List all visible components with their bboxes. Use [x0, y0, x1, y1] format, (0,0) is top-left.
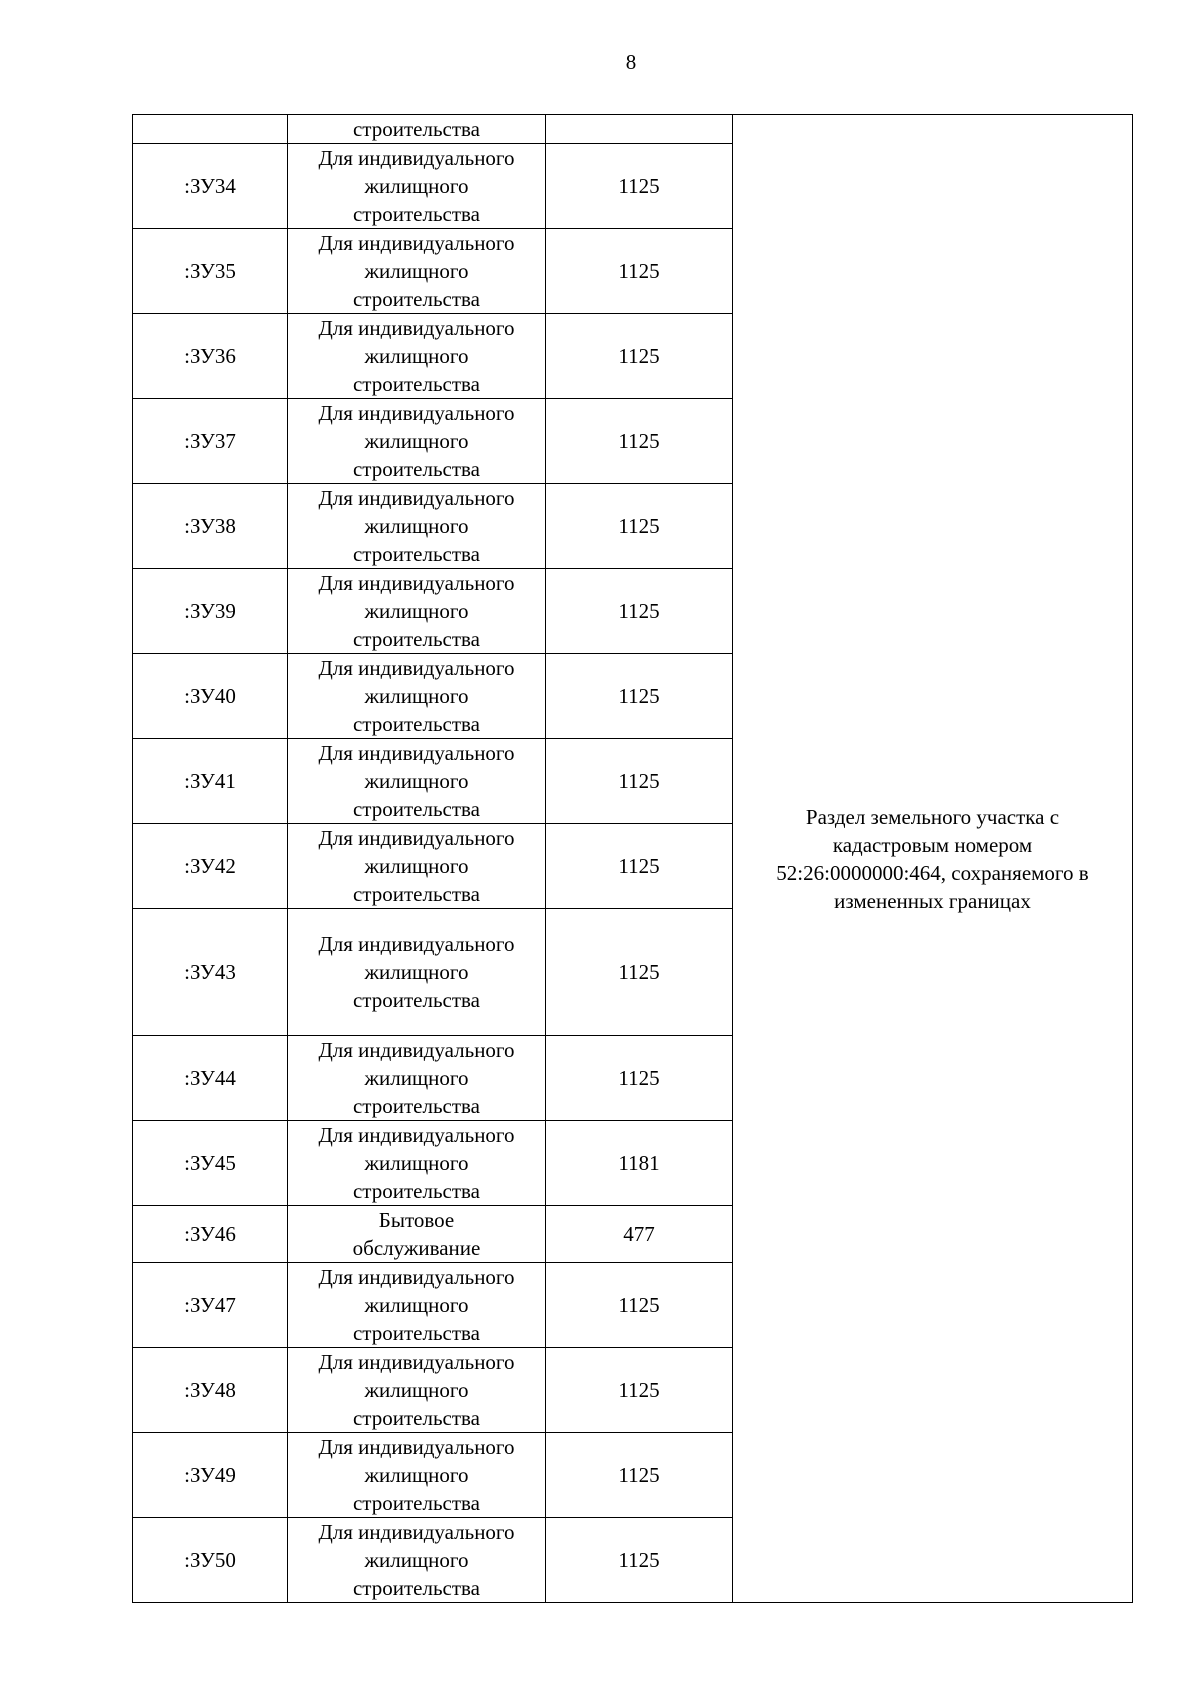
permitted-use-cell: Бытовое обслуживание [288, 1206, 546, 1263]
area-cell: 1125 [546, 909, 733, 1036]
plot-id-cell: :ЗУ35 [133, 229, 288, 314]
area-cell: 1125 [546, 739, 733, 824]
plot-id-cell: :ЗУ47 [133, 1263, 288, 1348]
plot-id-cell [133, 115, 288, 144]
permitted-use-cell: Для индивидуального жилищного строительства [288, 1263, 546, 1348]
plot-id-cell: :ЗУ48 [133, 1348, 288, 1433]
plot-id-cell: :ЗУ39 [133, 569, 288, 654]
permitted-use-cell: Для индивидуального жилищного строительства [288, 654, 546, 739]
area-cell: 1125 [546, 654, 733, 739]
area-cell: 1125 [546, 824, 733, 909]
area-cell: 1125 [546, 569, 733, 654]
plot-id-cell: :ЗУ40 [133, 654, 288, 739]
permitted-use-cell: Для индивидуального жилищного строительства [288, 1036, 546, 1121]
plot-id-cell: :ЗУ34 [133, 144, 288, 229]
plot-id-cell: :ЗУ41 [133, 739, 288, 824]
area-cell: 1125 [546, 144, 733, 229]
permitted-use-cell: Для индивидуального жилищного строительства [288, 909, 546, 1036]
plot-id-cell: :ЗУ50 [133, 1518, 288, 1603]
permitted-use-cell: Для индивидуального жилищного строительства [288, 144, 546, 229]
permitted-use-cell: Для индивидуального жилищного строительства [288, 1433, 546, 1518]
plot-id-cell: :ЗУ46 [133, 1206, 288, 1263]
plot-id-cell: :ЗУ45 [133, 1121, 288, 1206]
plot-id-cell: :ЗУ36 [133, 314, 288, 399]
permitted-use-cell: Для индивидуального жилищного строительства [288, 399, 546, 484]
permitted-use-cell: Для индивидуального жилищного строительства [288, 1121, 546, 1206]
permitted-use-cell: Для индивидуального жилищного строительства [288, 739, 546, 824]
plot-id-cell: :ЗУ43 [133, 909, 288, 1036]
area-cell: 1125 [546, 1036, 733, 1121]
permitted-use-cell: Для индивидуального жилищного строительства [288, 229, 546, 314]
area-cell: 1125 [546, 399, 733, 484]
permitted-use-cell: строительства [288, 115, 546, 144]
land-plots-table [132, 114, 1133, 1603]
permitted-use-cell: Для индивидуального жилищного строительства [288, 314, 546, 399]
area-cell: 1125 [546, 1433, 733, 1518]
area-cell: 1181 [546, 1121, 733, 1206]
permitted-use-cell: Для индивидуального жилищного строительства [288, 484, 546, 569]
area-cell: 477 [546, 1206, 733, 1263]
area-cell: 1125 [546, 484, 733, 569]
area-cell [546, 115, 733, 144]
plot-id-cell: :ЗУ42 [133, 824, 288, 909]
plot-id-cell: :ЗУ49 [133, 1433, 288, 1518]
area-cell: 1125 [546, 314, 733, 399]
permitted-use-cell: Для индивидуального жилищного строительства [288, 569, 546, 654]
plot-id-cell: :ЗУ37 [133, 399, 288, 484]
plot-id-cell: :ЗУ38 [133, 484, 288, 569]
note-cell: Раздел земельного участка с кадастровым номером 52:26:0000000:464, сохраняемого в измененных границах [733, 115, 1133, 1603]
area-cell: 1125 [546, 229, 733, 314]
area-cell: 1125 [546, 1518, 733, 1603]
permitted-use-cell: Для индивидуального жилищного строительства [288, 1518, 546, 1603]
area-cell: 1125 [546, 1348, 733, 1433]
permitted-use-cell: Для индивидуального жилищного строительства [288, 824, 546, 909]
page-number: 8 [625, 50, 637, 74]
plot-id-cell: :ЗУ44 [133, 1036, 288, 1121]
permitted-use-cell: Для индивидуального жилищного строительства [288, 1348, 546, 1433]
area-cell: 1125 [546, 1263, 733, 1348]
table-row-continued [133, 115, 1133, 144]
